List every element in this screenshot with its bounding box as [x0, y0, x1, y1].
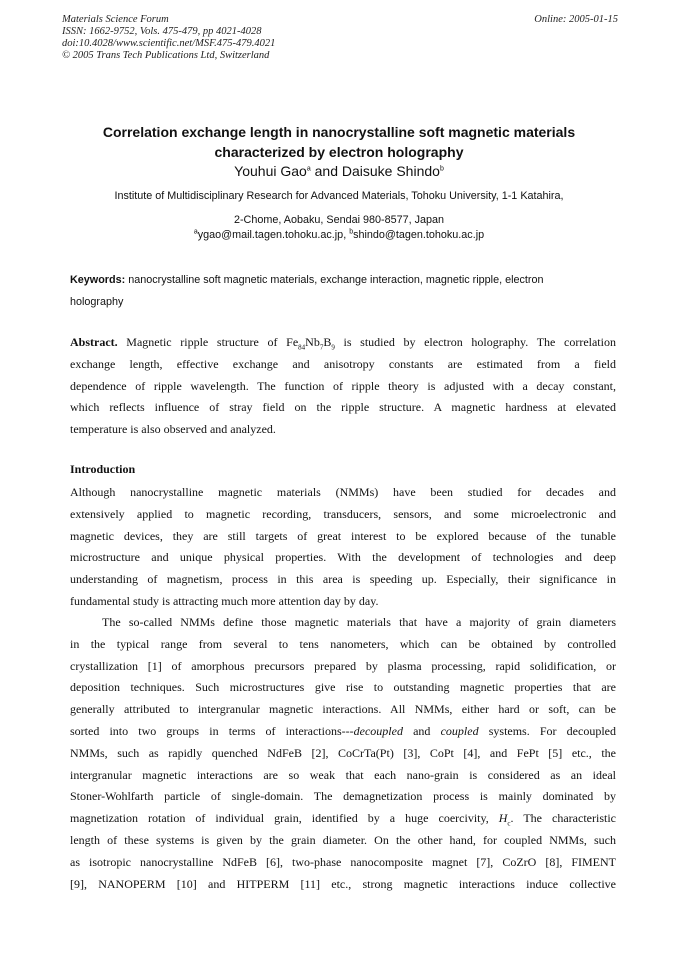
affiliation-line-2: 2-Chome, Aobaku, Sendai 980-8577, Japan — [233, 214, 445, 226]
intro-p2-line — [70, 721, 616, 743]
italic-symbol: H — [498, 811, 508, 826]
body-text: sorted into two groups in terms of interactions--- — [70, 723, 354, 738]
subscript: 9 — [331, 343, 335, 352]
title-line-1: Correlation exchange length in nanocrystalline soft magnetic materials — [102, 124, 576, 140]
abstract-line-4: which reflects influence of stray field on the ripple structure. A magnetic hardness at elevated — [70, 400, 616, 415]
intro-p1-line: Although nanocrystalline magnetic materials (NMMs) have been studied for decades and — [70, 485, 616, 499]
intro-p2-line: crystallization [1] of amorphous precursors prepared by plasma processing, rapid solidification, or — [70, 658, 616, 673]
body-text: and — [402, 723, 441, 738]
email-b-mark: b — [349, 228, 354, 236]
intro-p1-line: fundamental study is attracting much more attention day by day. — [70, 593, 379, 608]
abstract-label: Abstract. — [70, 335, 118, 349]
intro-paragraph-2 — [70, 612, 616, 895]
keywords-line-2: holography — [70, 296, 124, 308]
copyright-line: © 2005 Trans Tech Publications Ltd, Switzerland — [62, 50, 270, 61]
intro-p1-line: microstructure and unique physical properties. With the development of technologies and deep — [70, 550, 616, 565]
author-1-affil-mark: a — [306, 165, 311, 173]
author-list — [40, 162, 638, 180]
subscript: c — [507, 819, 511, 828]
keywords-label: Keywords: — [70, 274, 126, 286]
intro-p2-line: NMMs, such as rapidly quenched NdFeB [2], CoCrTa(Pt) [3], CoPt [4], and FePt [5] etc., the — [70, 745, 616, 760]
keywords-line-1: nanocrystalline soft magnetic materials, exchange interaction, magnetic ripple, electron — [125, 274, 544, 286]
intro-p2-line: generally attributed to intergranular magnetic interactions. All NMMs, either hard or soft, can be — [70, 702, 616, 717]
author-emails — [40, 226, 638, 244]
intro-paragraph-1 — [70, 482, 616, 613]
intro-p2-line: length of these systems is given by the grain diameter. On the other hand, for coupled NMMs, such — [70, 832, 616, 847]
italic-term: coupled — [440, 723, 479, 738]
email-a-mark: a — [193, 228, 198, 236]
body-text: systems. For decoupled — [478, 723, 616, 738]
intro-p2-line — [70, 808, 616, 830]
paper-title — [40, 122, 638, 162]
author-1: Youhui Gao — [234, 163, 307, 179]
body-text: . The characteristic — [510, 811, 616, 826]
author-2: Daisuke Shindo — [341, 163, 440, 179]
issn-line: ISSN: 1662-9752, Vols. 475-479, pp 4021-4028 — [62, 26, 262, 37]
journal-name: Materials Science Forum — [62, 14, 169, 25]
affiliation-line-1: Institute of Multidisciplinary Research for Advanced Materials, Tohoku University, 1-1 Katahira, — [114, 190, 564, 202]
italic-term: decoupled — [353, 723, 403, 738]
online-date: Online: 2005-01-15 — [534, 14, 618, 25]
subscript: 7 — [319, 343, 324, 352]
abstract — [70, 332, 616, 441]
email-a[interactable]: ygao@mail.tagen.tohoku.ac.jp — [197, 229, 344, 241]
title-line-2: characterized by electron holography — [214, 144, 464, 160]
author-2-affil-mark: b — [439, 165, 444, 173]
intro-p2-line: deposition techniques. Such microstructures give rise to outstanding magnetic properties that are — [70, 680, 616, 695]
affiliation — [60, 184, 618, 232]
abstract-line-3: dependence of ripple wavelength. The function of ripple theory is adjusted with a decay constant, — [70, 378, 616, 393]
body-text: magnetization rotation of individual grain, identified by a huge coercivity, — [70, 811, 499, 826]
intro-p2-line: intergranular magnetic interactions are so weak that each nano-grain is considered as an ideal — [70, 767, 616, 782]
intro-p2-line: Stoner-Wohlfarth particle of single-domain. The demagnetization process is mainly dominated by — [70, 789, 616, 804]
abstract-line-2: exchange length, effective exchange and anisotropy constants are estimated from a field — [70, 356, 616, 371]
keywords — [70, 269, 616, 313]
intro-p1-line: magnetic devices, they are still targets of great interest to be explored because of the tunable — [70, 528, 616, 543]
intro-p2-line: as isotropic nanocrystalline NdFeB [6], two-phase nanocomposite magnet [7], CoZrO [8], FIMENT — [70, 854, 616, 869]
intro-p2-line: [9], NANOPERM [10] and HITPERM [11] etc., strong magnetic interactions induce collective — [70, 876, 616, 891]
abstract-text: is studied by electron holography. The correlation — [334, 335, 616, 349]
abstract-line-1 — [70, 332, 616, 354]
abstract-line-5: temperature is also observed and analyzed. — [70, 422, 276, 437]
section-heading-introduction: Introduction — [70, 462, 136, 476]
abstract-text: Magnetic ripple structure of Fe — [117, 335, 299, 349]
journal-header — [62, 14, 618, 62]
intro-p2-line: The so-called NMMs define those magnetic materials that have a majority of grain diameters — [102, 615, 616, 629]
intro-p1-line: understanding of magnetism, process in this area is speeding up. Especially, their significance in — [70, 572, 616, 587]
abstract-text: Nb — [305, 335, 320, 349]
intro-p1-line: extensively applied to magnetic recording, transducers, sensors, and some microelectronic and — [70, 506, 616, 521]
email-b[interactable]: shindo@tagen.tohoku.ac.jp — [353, 229, 485, 241]
email-separator: , — [343, 229, 350, 241]
abstract-text: B — [323, 335, 332, 349]
intro-p2-line: in the typical range from several to tens nanometers, which can be obtained by controlled — [70, 636, 616, 651]
author-separator: and — [310, 163, 342, 179]
doi-line: doi:10.4028/www.scientific.net/MSF.475-479.4021 — [62, 38, 276, 49]
subscript: 84 — [298, 343, 306, 352]
